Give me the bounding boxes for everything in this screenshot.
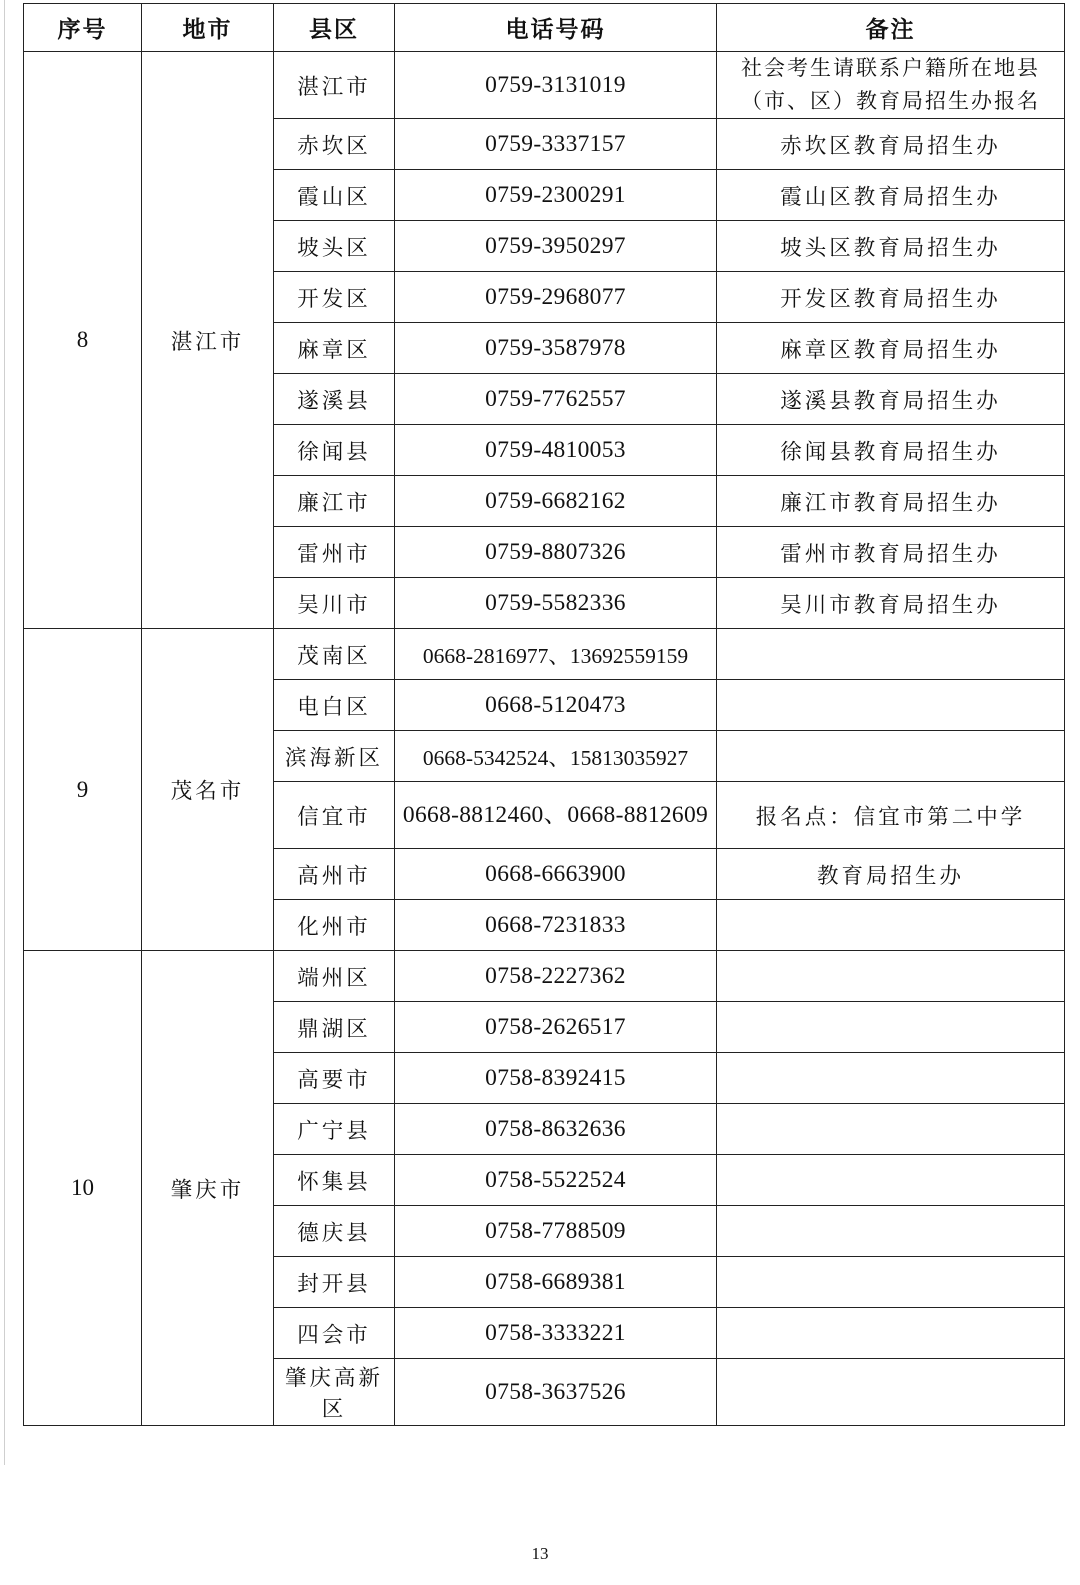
county-cell: 赤坎区 <box>274 119 395 170</box>
header-county: 县区 <box>274 4 395 52</box>
phone-cell: 0759-3950297 <box>395 221 717 272</box>
contact-table <box>23 3 1065 1426</box>
note-cell <box>717 1206 1065 1257</box>
county-cell: 端州区 <box>274 951 395 1002</box>
page-number: 13 <box>531 1544 549 1563</box>
phone-cell: 0668-5342524、15813035927 <box>395 731 717 782</box>
note-cell <box>717 1053 1065 1104</box>
header-city: 地市 <box>142 4 274 52</box>
phone-cell: 0668-8812460、0668-8812609 <box>395 782 717 849</box>
county-cell: 雷州市 <box>274 527 395 578</box>
county-cell: 高州市 <box>274 849 395 900</box>
phone-cell: 0759-6682162 <box>395 476 717 527</box>
county-cell: 德庆县 <box>274 1206 395 1257</box>
note-cell <box>717 680 1065 731</box>
county-cell: 廉江市 <box>274 476 395 527</box>
note-cell: 教育局招生办 <box>717 849 1065 900</box>
phone-cell: 0759-2300291 <box>395 170 717 221</box>
county-cell: 湛江市 <box>274 52 395 119</box>
note-cell: 社会考生请联系户籍所在地县（市、区）教育局招生办报名 <box>717 52 1065 119</box>
county-cell: 吴川市 <box>274 578 395 629</box>
phone-cell: 0759-8807326 <box>395 527 717 578</box>
phone-cell: 0758-3333221 <box>395 1308 717 1359</box>
county-cell: 徐闻县 <box>274 425 395 476</box>
note-cell: 霞山区教育局招生办 <box>717 170 1065 221</box>
note-cell: 吴川市教育局招生办 <box>717 578 1065 629</box>
city-cell: 湛江市 <box>142 52 274 629</box>
header-phone: 电话号码 <box>395 4 717 52</box>
phone-cell: 0758-8632636 <box>395 1104 717 1155</box>
phone-cell: 0759-3337157 <box>395 119 717 170</box>
note-cell: 廉江市教育局招生办 <box>717 476 1065 527</box>
page-margin-rule <box>4 0 5 1465</box>
county-cell: 信宜市 <box>274 782 395 849</box>
county-cell: 遂溪县 <box>274 374 395 425</box>
table-row <box>24 629 1065 680</box>
note-cell <box>717 1308 1065 1359</box>
phone-cell: 0759-4810053 <box>395 425 717 476</box>
phone-cell: 0758-5522524 <box>395 1155 717 1206</box>
county-cell: 广宁县 <box>274 1104 395 1155</box>
phone-cell: 0758-8392415 <box>395 1053 717 1104</box>
county-cell: 霞山区 <box>274 170 395 221</box>
county-cell: 肇庆高新区 <box>274 1359 395 1426</box>
county-cell: 麻章区 <box>274 323 395 374</box>
county-cell: 茂南区 <box>274 629 395 680</box>
note-cell <box>717 1155 1065 1206</box>
seq-cell: 9 <box>24 629 142 951</box>
note-cell <box>717 1257 1065 1308</box>
phone-cell: 0758-2626517 <box>395 1002 717 1053</box>
table-row <box>24 52 1065 119</box>
table-header-row <box>24 4 1065 52</box>
phone-cell: 0758-3637526 <box>395 1359 717 1426</box>
phone-cell: 0758-2227362 <box>395 951 717 1002</box>
table-row <box>24 951 1065 1002</box>
county-cell: 化州市 <box>274 900 395 951</box>
note-cell <box>717 951 1065 1002</box>
phone-cell: 0668-6663900 <box>395 849 717 900</box>
phone-cell: 0759-7762557 <box>395 374 717 425</box>
note-cell: 徐闻县教育局招生办 <box>717 425 1065 476</box>
phone-cell: 0759-3587978 <box>395 323 717 374</box>
phone-cell: 0759-5582336 <box>395 578 717 629</box>
county-cell: 滨海新区 <box>274 731 395 782</box>
note-cell: 赤坎区教育局招生办 <box>717 119 1065 170</box>
header-note: 备注 <box>717 4 1065 52</box>
note-cell: 开发区教育局招生办 <box>717 272 1065 323</box>
city-cell: 肇庆市 <box>142 951 274 1426</box>
city-cell: 茂名市 <box>142 629 274 951</box>
phone-cell: 0759-3131019 <box>395 52 717 119</box>
note-cell: 坡头区教育局招生办 <box>717 221 1065 272</box>
phone-cell: 0668-7231833 <box>395 900 717 951</box>
county-cell: 高要市 <box>274 1053 395 1104</box>
phone-cell: 0668-5120473 <box>395 680 717 731</box>
note-cell <box>717 900 1065 951</box>
note-cell <box>717 629 1065 680</box>
note-cell: 麻章区教育局招生办 <box>717 323 1065 374</box>
seq-cell: 10 <box>24 951 142 1426</box>
note-cell <box>717 1104 1065 1155</box>
county-cell: 电白区 <box>274 680 395 731</box>
note-cell: 雷州市教育局招生办 <box>717 527 1065 578</box>
note-cell <box>717 1359 1065 1426</box>
county-cell: 封开县 <box>274 1257 395 1308</box>
phone-cell: 0758-6689381 <box>395 1257 717 1308</box>
phone-cell: 0759-2968077 <box>395 272 717 323</box>
county-cell: 四会市 <box>274 1308 395 1359</box>
note-cell <box>717 1002 1065 1053</box>
note-cell: 遂溪县教育局招生办 <box>717 374 1065 425</box>
header-seq: 序号 <box>24 4 142 52</box>
phone-cell: 0668-2816977、13692559159 <box>395 629 717 680</box>
note-cell <box>717 731 1065 782</box>
table-body <box>24 52 1065 1426</box>
seq-cell: 8 <box>24 52 142 629</box>
county-cell: 鼎湖区 <box>274 1002 395 1053</box>
note-cell: 报名点：信宜市第二中学 <box>717 782 1065 849</box>
phone-cell: 0758-7788509 <box>395 1206 717 1257</box>
county-cell: 开发区 <box>274 272 395 323</box>
county-cell: 怀集县 <box>274 1155 395 1206</box>
county-cell: 坡头区 <box>274 221 395 272</box>
